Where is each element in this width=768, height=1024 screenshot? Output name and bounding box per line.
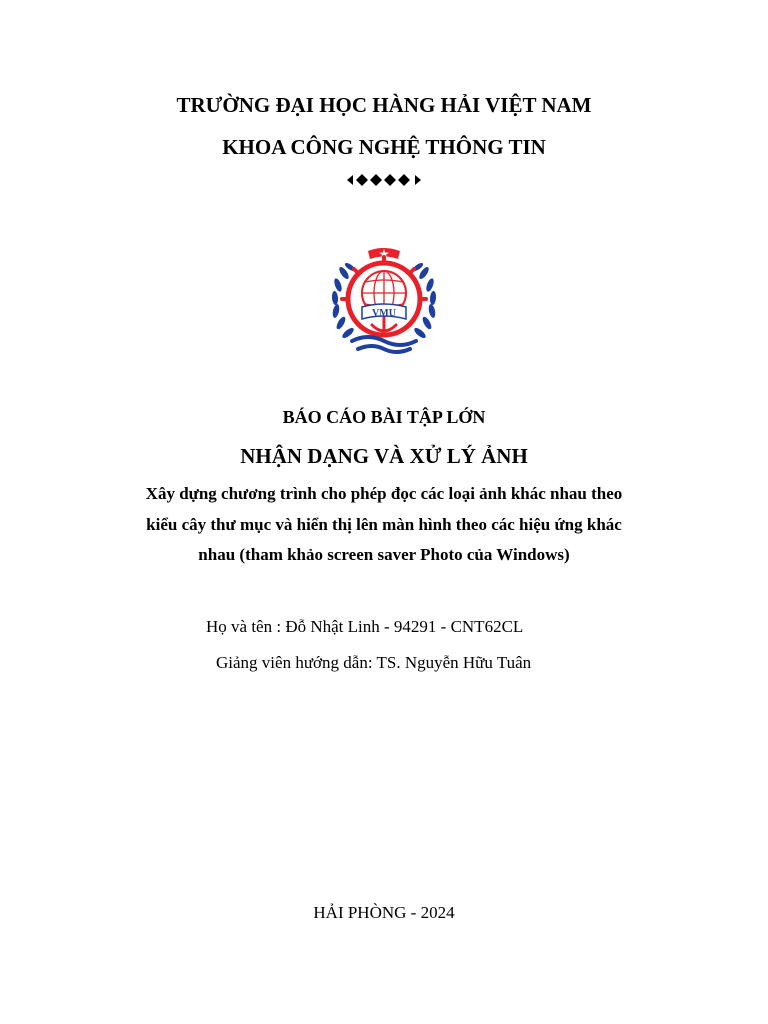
report-subject: NHẬN DẠNG VÀ XỬ LÝ ẢNH [240,444,528,468]
university-name: TRƯỜNG ĐẠI HỌC HÀNG HẢI VIỆT NAM [176,93,592,117]
student-info: Họ và tên : Đỗ Nhật Linh - 94291 - CNT62CL [206,617,524,636]
logo-text: VMU [372,308,396,319]
report-type: BÁO CÁO BÀI TẬP LỚN [282,407,486,427]
place-year: HẢI PHÒNG - 2024 [313,903,455,922]
description-line: Xây dựng chương trình cho phép đọc các loại ảnh khác nhau theo [145,484,623,503]
faculty-name: KHOA CÔNG NGHỆ THÔNG TIN [222,135,546,159]
description-line: kiểu cây thư mục và hiển thị lên màn hình theo các hiệu ứng khác [146,515,622,534]
vmu-logo-icon [326,243,442,359]
diamond-ornament-icon [0,173,768,197]
description-line: nhau (tham khảo screen saver Photo của Windows) [198,545,570,564]
advisor-info: Giảng viên hướng dẫn: TS. Nguyễn Hữu Tuân [216,653,532,672]
